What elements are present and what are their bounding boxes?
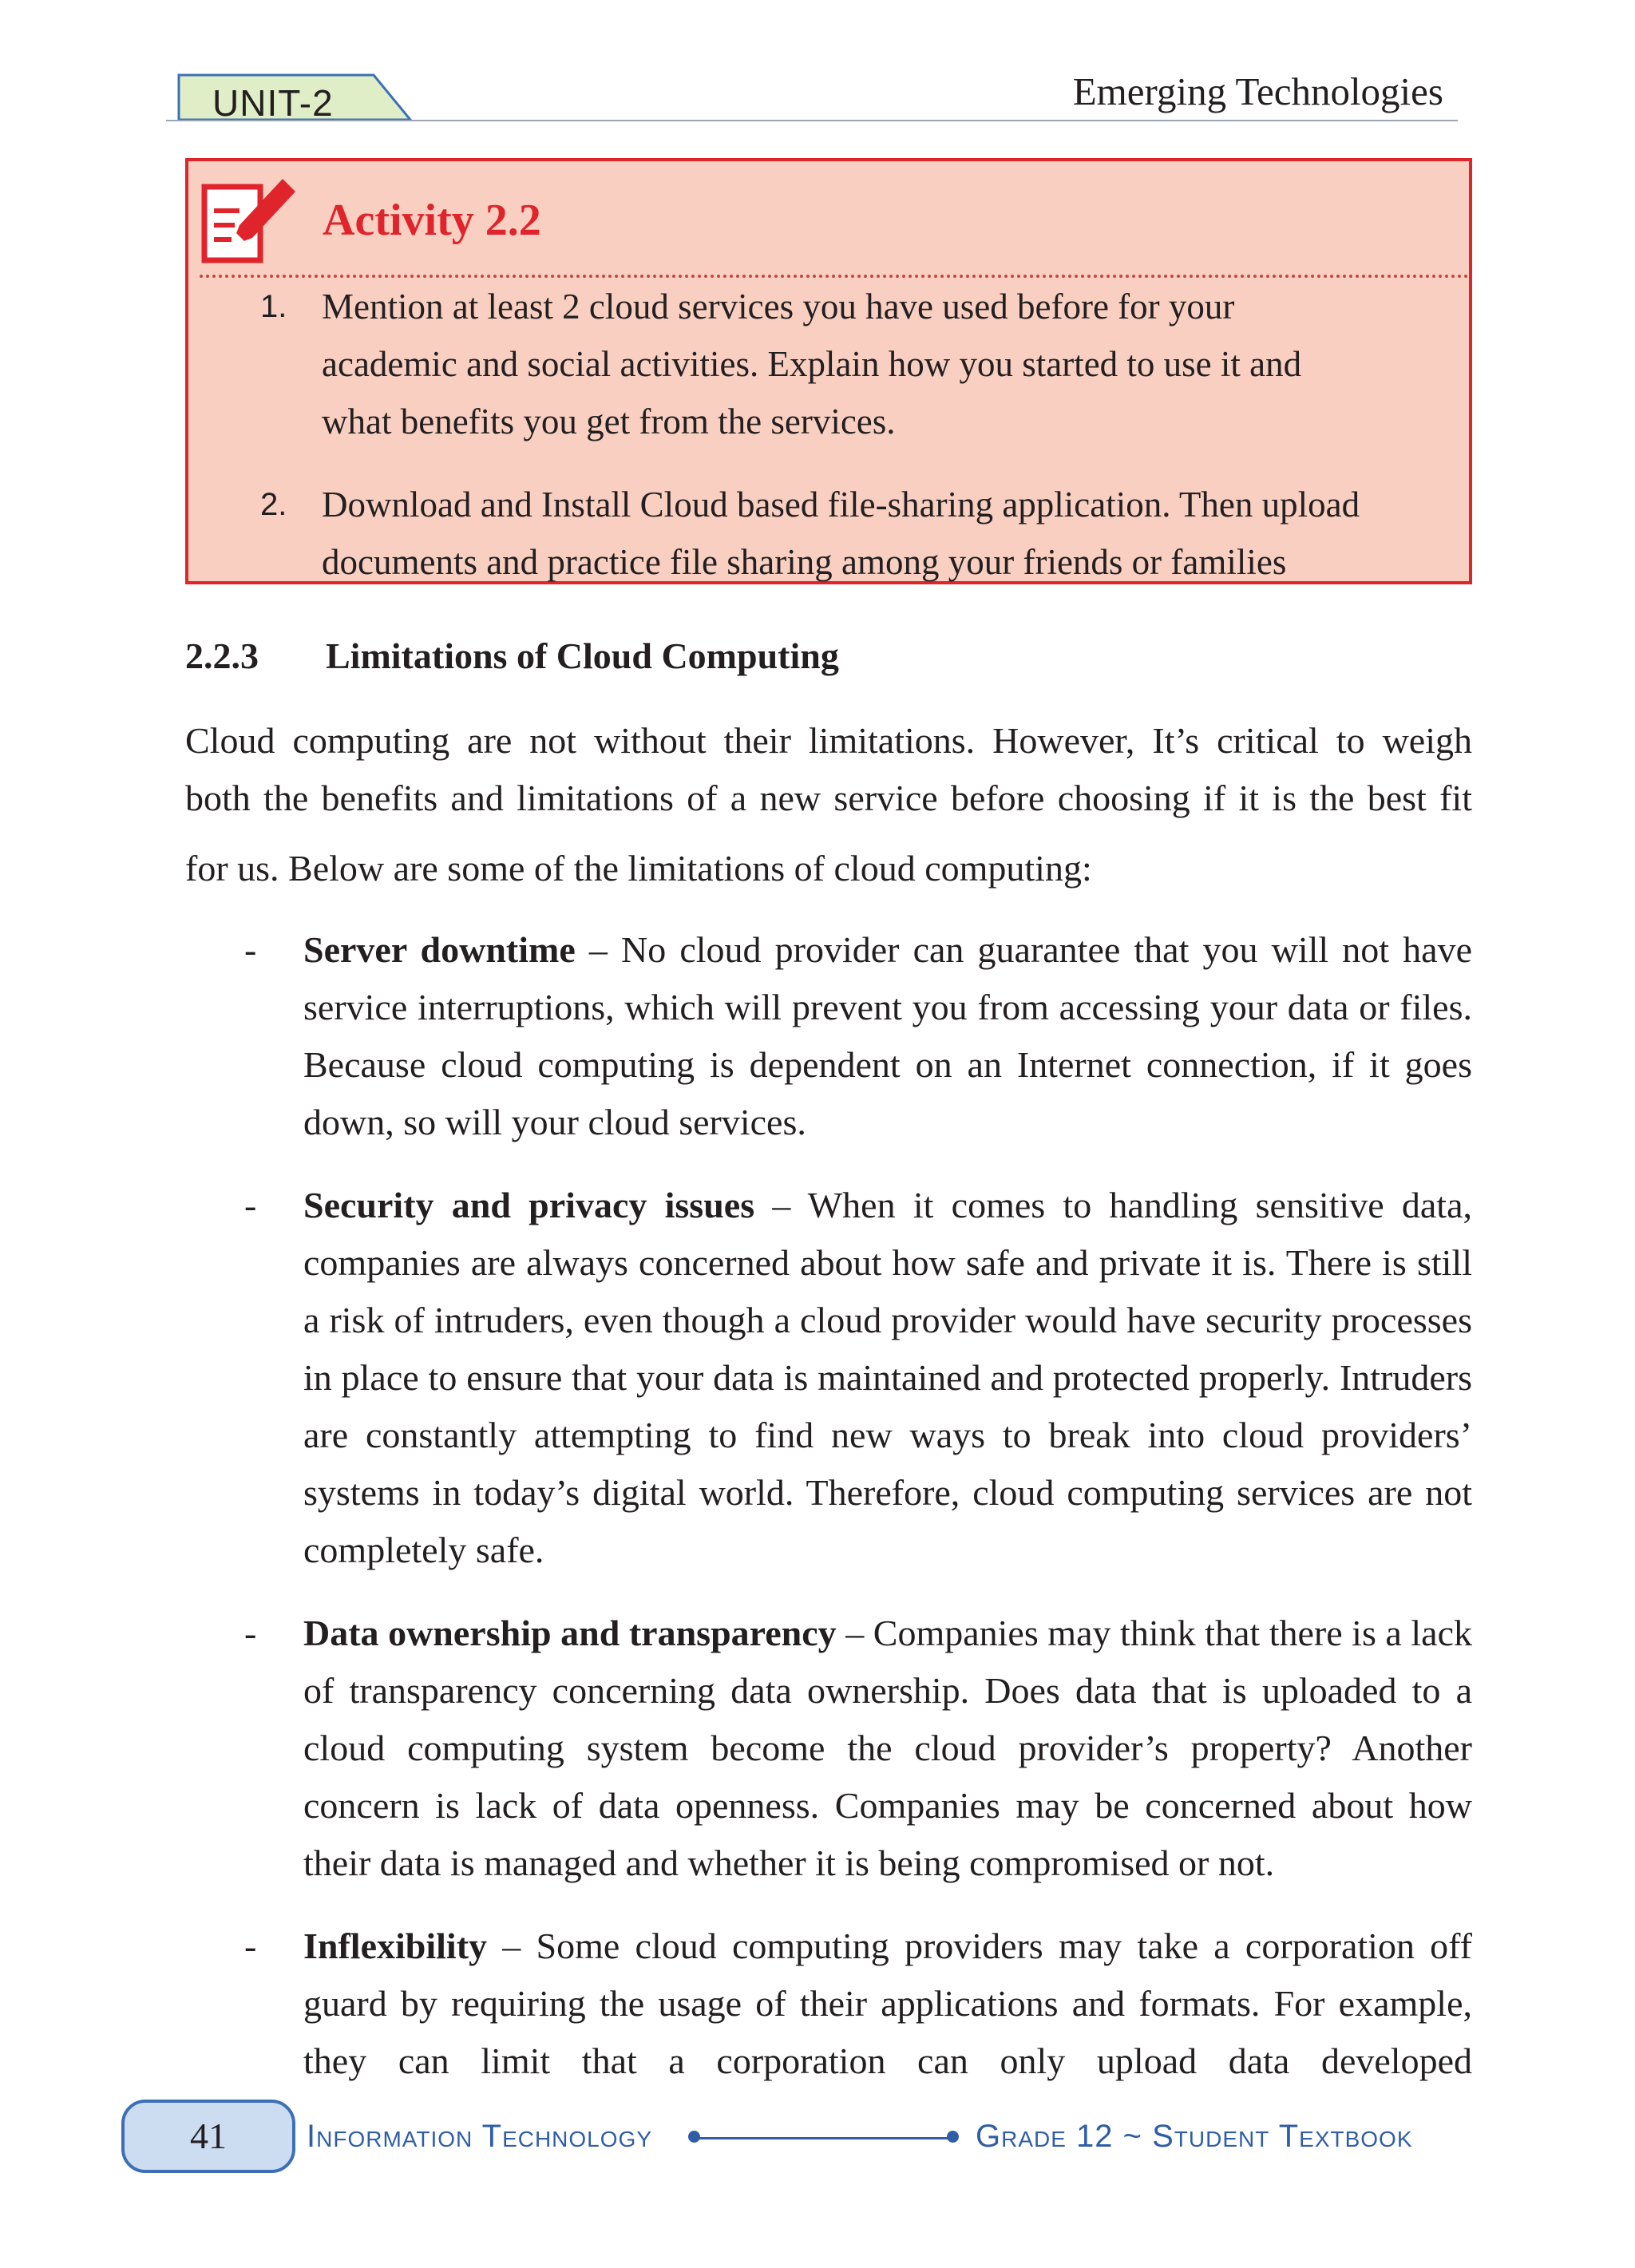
section-title: Limitations of Cloud Computing	[326, 635, 839, 676]
list-dash: -	[244, 1613, 257, 1653]
pencil-on-paper-icon	[200, 172, 303, 272]
footer-dot-right	[947, 2131, 959, 2143]
list-item	[185, 1918, 1472, 2090]
limitations-list	[185, 921, 1472, 2090]
intro-paragraph	[185, 712, 1472, 897]
activity-title: Activity 2.2	[323, 196, 541, 245]
list-item-term: Security and privacy issues	[303, 1185, 755, 1225]
intro-line: both the benefits and limitations of a new service before choosing if it is the best fit	[185, 778, 1472, 818]
list-item	[185, 921, 1472, 1151]
unit-label: UNIT-2	[212, 82, 334, 124]
section-heading	[185, 635, 839, 677]
activity-item-line: what benefits you get from the services.	[322, 402, 896, 441]
activity-item-line: Download and Install Cloud based file-sharing application. Then upload	[322, 485, 1360, 524]
activity-list	[188, 278, 1469, 591]
list-dash: -	[244, 1926, 257, 1966]
footer-grade: Grade 12 ~ Student Textbook	[976, 2119, 1413, 2154]
footer-subject: Information Technology	[307, 2119, 652, 2154]
list-item-term: Server downtime	[303, 929, 576, 970]
section-number: 2.2.3	[185, 635, 259, 676]
intro-line: for us. Below are some of the limitations of cloud computing:	[185, 848, 1092, 889]
intro-line: Cloud computing are not without their limitations. However, It’s critical to weigh	[185, 720, 1472, 761]
list-item-term: Inflexibility	[303, 1926, 488, 1966]
activity-item-line: documents and practice file sharing among your friends or families	[322, 542, 1287, 582]
list-item	[185, 1605, 1472, 1892]
list-item-term: Data ownership and transparency	[303, 1613, 837, 1653]
page-number: 41	[121, 2100, 295, 2173]
activity-item	[188, 278, 1469, 450]
list-dash: -	[244, 929, 257, 970]
header-divider	[166, 120, 1458, 121]
list-item-text: – Some cloud computing providers may take a corporation off guard by requiring the usage of their applications and formats. For example, they can limit that a corporation can only upload data developed	[303, 1926, 1472, 2081]
activity-item-line: Mention at least 2 cloud services you have used before for your	[322, 287, 1235, 327]
list-item-text: – When it comes to handling sensitive data, companies are always concerned about how safe and private it is. There is still a risk of intruders, even though a cloud provider would have security processes in place to ensure that your data is maintained and protected properly. Intruders are constantly attempting to find new ways to break into cloud providers’ systems in today’s digital world. Therefore, cloud computing services are not completely safe.	[303, 1185, 1472, 1570]
header-title: Emerging Technologies	[1072, 69, 1443, 113]
activity-box	[185, 158, 1472, 584]
list-item-text: – Companies may think that there is a lack of transparency concerning data ownership. Does data that is uploaded to a cloud computing system become the cloud provider’s property? Another concern is lack of data openness. Companies may be concerned about how their data is managed and whether it is being compromised or not.	[303, 1613, 1472, 1883]
activity-item-line: academic and social activities. Explain how you started to use it and	[322, 344, 1302, 384]
activity-item-number: 2.	[260, 487, 287, 522]
list-item-text: – No cloud provider can guarantee that you will not have service interruptions, which will prevent you from accessing your data or files. Because cloud computing is dependent on an Internet connection, if it goes down, so will your cloud services.	[303, 929, 1473, 1142]
activity-item	[188, 476, 1469, 591]
activity-item-number: 1.	[260, 289, 287, 324]
list-item	[185, 1177, 1472, 1579]
list-dash: -	[244, 1185, 257, 1225]
footer-rule	[693, 2137, 952, 2139]
